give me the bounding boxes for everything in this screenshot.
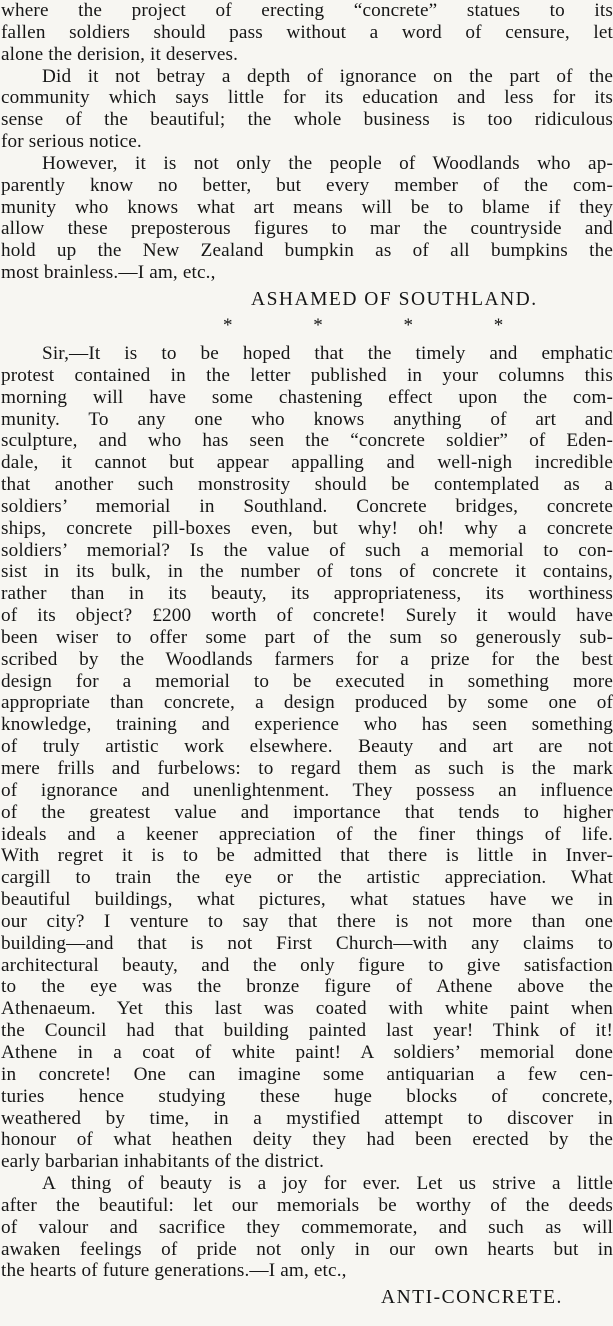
- text-line: of the greatest value and importance that tends to higher: [1, 801, 613, 823]
- text-line: Athenaeum. Yet this last was coated with white paint when: [1, 998, 613, 1020]
- text-line: after the beautiful: let our memorials be worthy of the deeds: [1, 1194, 613, 1216]
- text-line: cargill to train the eye or the artistic appreciation. What: [1, 867, 613, 889]
- text-line: our city? I venture to say that there is not more than one: [1, 910, 613, 932]
- text-line: However, it is not only the people of Woodlands who ap-: [42, 152, 613, 174]
- section-separator: * * * *: [223, 314, 542, 336]
- text-line: that another such monstrosity should be contemplated as a: [1, 474, 613, 496]
- text-line: most brainless.—I am, etc.,: [1, 262, 216, 284]
- text-line: for serious notice.: [1, 131, 142, 153]
- text-line: A thing of beauty is a joy for ever. Let us strive a little: [42, 1173, 613, 1195]
- text-line: community which says little for its education and less for its: [1, 87, 613, 109]
- paragraph-ignorance: [1, 66, 613, 153]
- text-line: to the eye was the bronze figure of Athene above the: [1, 976, 613, 998]
- text-line: in concrete! One can imagine some antiquarian a few cen-: [1, 1063, 613, 1085]
- paragraph-woodlands: [1, 153, 613, 284]
- text-line: knowledge, training and experience who has seen something: [1, 714, 613, 736]
- paragraph-continued: [1, 0, 613, 66]
- text-line: weathered by time, in a mystified attempt to discover in: [1, 1107, 613, 1129]
- text-line: building—and that is not First Church—with any claims to: [1, 932, 613, 954]
- text-line: the Council had that building painted last year! Think of it!: [1, 1020, 613, 1042]
- text-line: of its object? £200 worth of concrete! Surely it would have: [1, 605, 613, 627]
- text-line: Sir,—It is to be hoped that the timely and emphatic: [42, 342, 613, 364]
- text-line: the hearts of future generations.—I am, etc.,: [1, 1260, 347, 1282]
- paragraph-thing-of-beauty: [1, 1173, 613, 1282]
- text-line: where the project of erecting “concrete” statues to its: [1, 0, 613, 21]
- text-line: fallen soldiers should pass without a word of censure, let: [1, 21, 613, 43]
- text-line: protest contained in the letter published in your columns this: [1, 364, 613, 386]
- text-line: honour of what heathen deity they had been erected by the: [1, 1129, 613, 1151]
- text-line: of valour and sacrifice they commemorate, and such as will: [1, 1216, 613, 1238]
- text-line: parently know no better, but every member of the com-: [1, 174, 613, 196]
- text-line: architectural beauty, and the only figure to give satisfaction: [1, 954, 613, 976]
- text-line: ideals and a keener appreciation of the finer things of life.: [1, 823, 613, 845]
- text-line: turies hence studying these huge blocks of concrete,: [1, 1085, 613, 1107]
- text-line: of ignorance and unenlightenment. They possess an influence: [1, 779, 613, 801]
- text-line: Did it not betray a depth of ignorance on the part of the: [42, 65, 613, 87]
- signature-anti-concrete: ANTI-CONCRETE.: [381, 1287, 563, 1309]
- text-line: hold up the New Zealand bumpkin as of all bumpkins the: [1, 240, 613, 262]
- text-line: alone the derision, it deserves.: [1, 43, 239, 65]
- signature-ashamed-of-southland: ASHAMED OF SOUTHLAND.: [251, 288, 538, 310]
- text-line: sense of the beautiful; the whole business is too ridiculous: [1, 109, 613, 131]
- text-line: design for a memorial to be executed in something more: [1, 670, 613, 692]
- text-line: been wiser to offer some part of the sum so generously sub-: [1, 626, 613, 648]
- paragraph-letter-anti-concrete: [1, 343, 613, 1173]
- text-line: beautiful buildings, what pictures, what statues have we in: [1, 889, 613, 911]
- text-line: soldiers’ memorial in Southland. Concrete bridges, concrete: [1, 495, 613, 517]
- text-line: munity. To any one who knows anything of art and: [1, 408, 613, 430]
- text-line: of truly artistic work elsewhere. Beauty and art are not: [1, 736, 613, 758]
- text-line: early barbarian inhabitants of the district.: [1, 1151, 325, 1173]
- text-line: allow these preposterous figures to mar the countryside and: [1, 218, 613, 240]
- text-line: munity who knows what art means will be to blame if they: [1, 196, 613, 218]
- text-line: mere frills and furbelows: to regard them as such is the mark: [1, 758, 613, 779]
- text-line: soldiers’ memorial? Is the value of such a memorial to con-: [1, 539, 613, 561]
- text-line: scribed by the Woodlands farmers for a prize for the best: [1, 648, 613, 670]
- text-line: dale, it cannot but appear appalling and well-nigh incredible: [1, 452, 613, 474]
- text-line: ships, concrete pill-boxes even, but why! oh! why a concrete: [1, 517, 613, 539]
- text-line: awaken feelings of pride not only in our own hearts but in: [1, 1238, 613, 1260]
- text-line: With regret it is to be admitted that there is little in Inver-: [1, 845, 613, 867]
- text-line: morning will have some chastening effect upon the com-: [1, 386, 613, 408]
- text-line: Athene in a coat of white paint! A soldiers’ memorial done: [1, 1041, 613, 1063]
- text-line: rather than in its beauty, its appropriateness, its worthiness: [1, 583, 613, 605]
- text-line: sculpture, and who has seen the “concrete soldier” of Eden-: [1, 430, 613, 452]
- text-line: appropriate than concrete, a design produced by some one of: [1, 692, 613, 714]
- text-line: sist in its bulk, in the number of tons of concrete it contains,: [1, 561, 613, 583]
